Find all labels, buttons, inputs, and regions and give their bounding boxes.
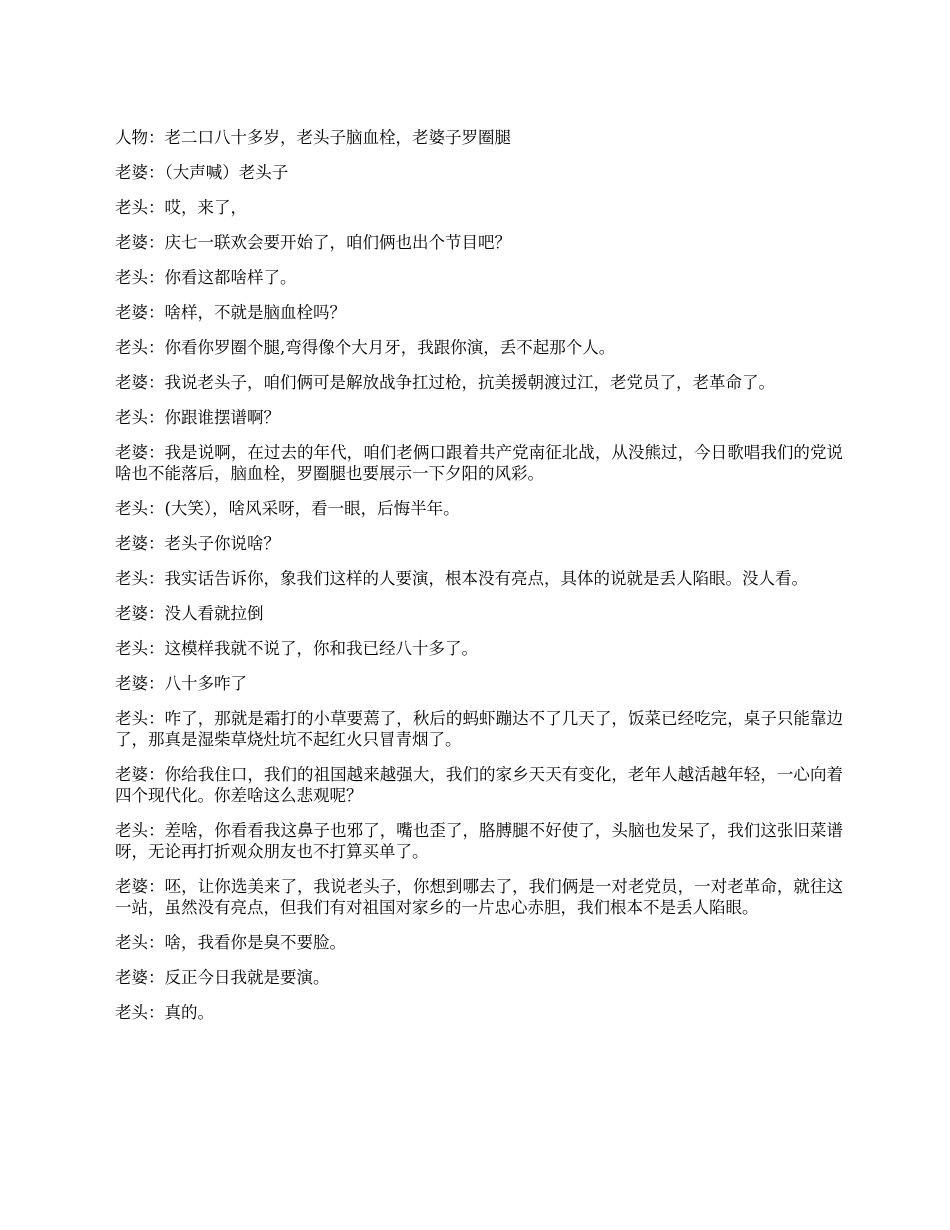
paragraph: 老头：啥，我看你是臭不要脸。 [115,933,346,952]
paragraph: 老婆：老头子你说啥？ [115,534,280,553]
paragraph: 老头：你看你罗圈个腿,弯得像个大月牙，我跟你演，丢不起那个人。 [115,338,616,357]
paragraph: 老头：差啥，你看看我这鼻子也邪了，嘴也歪了，胳膊腿不好使了，头脑也发呆了，我们这张旧菜谱呀，无论再打折观众朋友也不打算买单了。 [115,821,843,861]
paragraph: 老头：我实话告诉你，象我们这样的人要演，根本没有亮点，具体的说就是丢人陷眼。没人看。 [115,569,808,588]
paragraph: 老婆：（大声喊）老头子 [115,163,289,182]
paragraph: 老头：你看这都啥样了。 [115,268,297,287]
paragraph: 老婆：啥样，不就是脑血栓吗？ [115,303,346,322]
paragraph: 老头：咋了，那就是霜打的小草要蔫了，秋后的蚂虾蹦达不了几天了，饭菜已经吃完，桌子只能靠边了，那真是湿柴草烧灶坑不起红火只冒青烟了。 [115,709,843,749]
paragraph: 老婆：没人看就拉倒 [115,604,264,623]
paragraph: 老头：哎，来了， [115,198,247,217]
paragraph: 老婆：八十多咋了 [115,674,247,693]
document-body [115,127,843,1037]
paragraph: 老头：这模样我就不说了，你和我已经八十多了。 [115,639,478,658]
paragraph: 老婆：我是说啊，在过去的年代，咱们老俩口跟着共产党南征北战，从没熊过，今日歌唱我们的党说啥也不能落后，脑血栓，罗圈腿也要展示一下夕阳的风彩。 [115,443,843,483]
paragraph: 老婆：庆七一联欢会要开始了，咱们俩也出个节目吧？ [115,233,511,252]
paragraph: 老头：你跟谁摆谱啊？ [115,408,280,427]
paragraph: 老婆：呸，让你选美来了，我说老头子，你想到哪去了，我们俩是一对老党员，一对老革命，就往这一站，虽然没有亮点，但我们有对祖国对家乡的一片忠心赤胆，我们根本不是丢人陷眼。 [115,877,843,917]
paragraph: 老婆：你给我住口，我们的祖国越来越强大，我们的家乡天天有变化，老年人越活越年轻，一心向着四个现代化。你差啥这么悲观呢？ [115,765,843,805]
paragraph: 人物：老二口八十多岁，老头子脑血栓，老婆子罗圈腿 [115,128,511,147]
paragraph: 老头：(大笑），啥风采呀，看一眼，后悔半年。 [115,499,460,518]
paragraph: 老婆：我说老头子，咱们俩可是解放战争扛过枪，抗美援朝渡过江，老党员了，老革命了。 [115,373,775,392]
paragraph: 老婆：反正今日我就是要演。 [115,968,330,987]
paragraph: 老头：真的。 [115,1003,214,1022]
